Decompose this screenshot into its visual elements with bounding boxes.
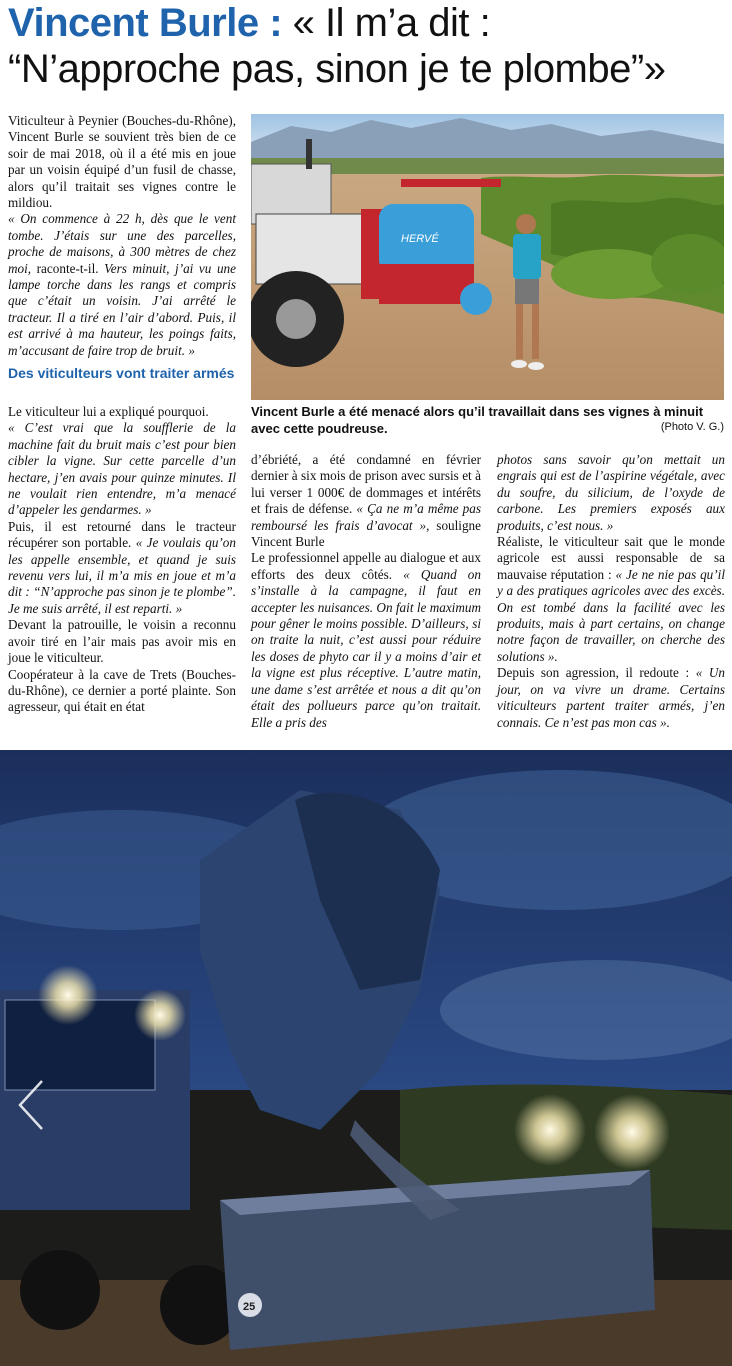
paragraph: Le professionnel appelle au dialogue et aux efforts des deux côtés. « Quand on s’installe à la campagne, il faut en accepter les nuisances. On fait le maximum pour gêner le moins possible. D’ailleurs, si on traite la nuit, c’est aussi pour réduire les doses de phyto car il y a moins d’air et la vigne est plus réceptive. L’autre matin, une dame s’est arrêtée et nous a dit qu’on était des pollueurs parce qu’on traitait. Elle a pris des (251, 550, 481, 730)
paragraph: d’ébriété, a été condamné en février dernier à six mois de prison avec sursis et à lui verser 1 000€ de dommages et intérêts et frais de défense. « Ça ne m’a même pas remboursé les frais d’avocat », souligne Vincent Burle (251, 452, 481, 550)
headline-line1 (8, 0, 728, 46)
vineyard-sprayer-image (251, 114, 724, 400)
paragraph: Puis, il est retourné dans le tracteur récupérer son portable. « Je voulais qu’on les appelle ensemble, et quand je suis revenu vers lui, il m’a mis en joue et m’a dit : “N’approche pas sinon je te plombe”. Je me suis arrêté, il est reparti. » (8, 518, 236, 616)
photo-credit: (Photo V. G.) (660, 421, 724, 433)
sprayer-brand-label: HERVÉ (401, 233, 439, 245)
headline (8, 0, 728, 92)
bin-number: 25 (243, 1301, 256, 1313)
paragraph-quote: photos sans savoir qu’on mettait un engrais qui est de l’aspirine végétale, avec du soufre, du silicium, de l’oxyde de carbone. Les premiers exposés aux produits, c’est nous. » (497, 452, 725, 533)
paragraph: Le viticulteur lui a expliqué pourquoi. (8, 404, 209, 419)
night-harvest-photo (0, 750, 732, 1366)
night-harvest-image (0, 750, 732, 1366)
article-column-1-continued (8, 404, 236, 716)
headline-name: Vincent Burle : (8, 1, 283, 45)
chevron-left-icon (12, 1075, 52, 1135)
paragraph: Depuis son agression, il redoute : « Un jour, on va vivre un drame. Certains viticulteurs partent traiter armés, j’en connais. Ce n’est pas mon cas ». (497, 665, 725, 730)
headline-quote-line1: « Il m’a dit : (292, 1, 491, 45)
article-column-2 (251, 452, 481, 731)
subheading: Des viticulteurs vont traiter armés (8, 365, 235, 382)
paragraph-quote: « C’est vrai que la soufflerie de la machine fait du bruit mais c’est pour bien cibler la vigne. Sur cette parcelle d’un hectare, j’en avais pour quinze minutes. Il ne voulait rien entendre, m’a menacé d’appeler les gendarmes. » (8, 420, 236, 518)
paragraph: Coopérateur à la cave de Trets (Bouches-du-Rhône), ce dernier a porté plainte. Son agresseur, qui était en état (8, 666, 236, 715)
headline-quote-line2: “N’approche pas, sinon je te plombe”» (8, 47, 666, 91)
vineyard-sprayer-photo (251, 114, 724, 400)
article-column-1 (8, 113, 236, 385)
paragraph-quote: « On commence à 22 h, dès que le vent tombe. J’étais sur une des parcelles, proche de maisons, à 300 mètres de chez moi, raconte-t-il. Vers minuit, j’ai vu une lampe torche dans les rangs et compris que c’était un voisin. J’ai arrêté le tracteur. Il a tiré en l’air d’abord. Puis, il est arrivé à ma hauteur, les poings faits, m’accusant de faire trop de bruit. » (8, 211, 237, 358)
photo-caption: Vincent Burle a été menacé alors qu’il travaillait dans ses vignes à minuit avec cette poudreuse. (251, 404, 704, 436)
previous-image-button[interactable] (12, 1075, 52, 1135)
paragraph: Viticulteur à Peynier (Bouches-du-Rhône), Vincent Burle se souvient très bien de ce soir de mai 2018, où il a été mis en joue par un voisin équipé d’un fusil de chasse, alors qu’il traitait ses vignes contre le mildiou. (8, 113, 236, 211)
article-column-3 (497, 452, 725, 731)
paragraph: Devant la patrouille, le voisin a reconnu avoir tiré en l’air mais pas avoir mis en joue le viticulteur. (8, 617, 236, 666)
paragraph: Réaliste, le viticulteur sait que le monde agricole est aussi responsable de sa mauvaise réputation : « Je ne nie pas qu’il y a des pratiques agricoles avec des excès. On est tombé dans la facilité avec les produits, mais à part certains, on change notre façon de travailler, on cherche des solutions ». (497, 534, 725, 664)
